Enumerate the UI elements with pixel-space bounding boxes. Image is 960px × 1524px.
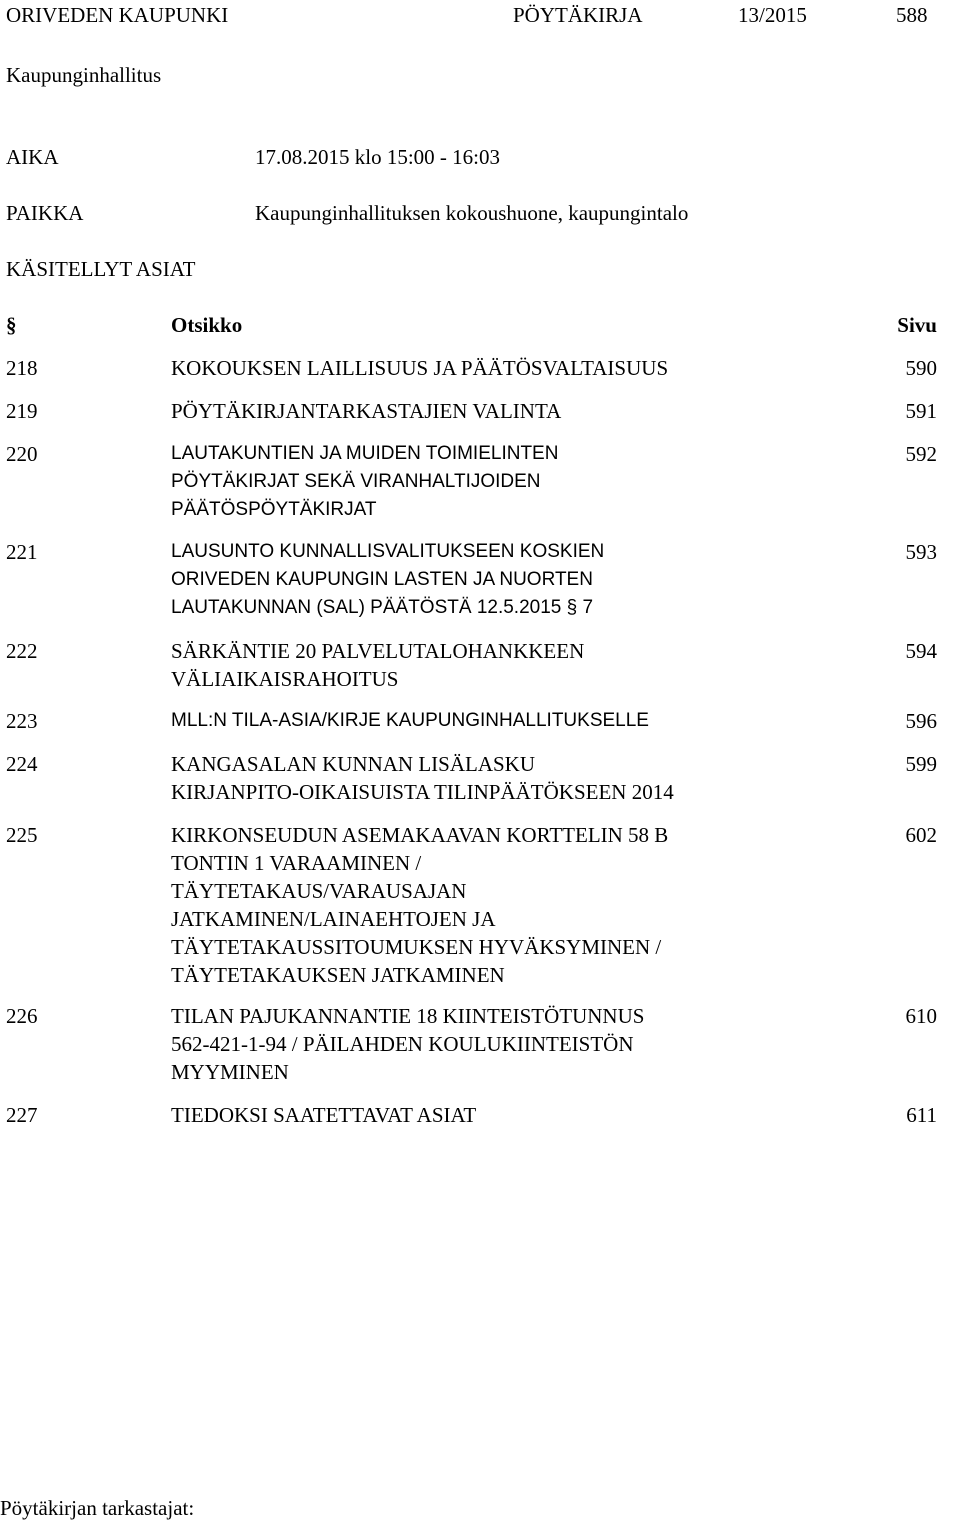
agenda-item-title: LAUSUNTO KUNNALLISVALITUKSEEN KOSKIEN ORIVEDEN KAUPUNGIN LASTEN JA NUORTEN LAUTAKUNNAN (SAL) PÄÄTÖSTÄ 12.5.2015 § 7 xyxy=(171,541,605,618)
agenda-item-number: 223 xyxy=(6,709,38,733)
agenda-item-number: 225 xyxy=(6,823,38,847)
agenda-heading: KÄSITELLYT ASIAT xyxy=(6,257,196,281)
time-label: AIKA xyxy=(6,145,59,169)
agenda-item-number: 219 xyxy=(6,399,38,423)
agenda-item-page: 592 xyxy=(905,442,937,466)
doc-number: 13/2015 xyxy=(738,3,807,27)
agenda-item-page: 599 xyxy=(905,752,937,776)
agenda-item-title: SÄRKÄNTIE 20 PALVELUTALOHANKKEEN VÄLIAIKAISRAHOITUS xyxy=(171,639,585,691)
agenda-item-number: 218 xyxy=(6,356,38,380)
agenda-item-page: 593 xyxy=(905,540,937,564)
place-label: PAIKKA xyxy=(6,201,84,225)
agenda-item-number: 224 xyxy=(6,752,38,776)
agenda-item-page: 591 xyxy=(905,399,937,423)
agenda-item-title: PÖYTÄKIRJANTARKASTAJIEN VALINTA xyxy=(171,399,562,423)
agenda-item-title: TILAN PAJUKANNANTIE 18 KIINTEISTÖTUNNUS 562-421-1-94 / PÄILAHDEN KOULUKIINTEISTÖN MYYMINEN xyxy=(171,1004,645,1084)
inspectors-label: Pöytäkirjan tarkastajat: xyxy=(0,1496,195,1520)
agenda-item-page: 594 xyxy=(905,639,937,663)
agenda-item-title: LAUTAKUNTIEN JA MUIDEN TOIMIELINTEN PÖYTÄKIRJAT SEKÄ VIRANHALTIJOIDEN PÄÄTÖSPÖYTÄKIRJAT xyxy=(171,443,559,520)
agenda-item-title: KOKOUKSEN LAILLISUUS JA PÄÄTÖSVALTAISUUS xyxy=(171,356,669,380)
agenda-item-number: 226 xyxy=(6,1004,38,1028)
agenda-item-page: 602 xyxy=(905,823,937,847)
title-column-header: Otsikko xyxy=(171,313,243,337)
agenda-item-title: MLL:N TILA-ASIA/KIRJE KAUPUNGINHALLITUKSELLE xyxy=(171,710,649,731)
place-value: Kaupunginhallituksen kokoushuone, kaupungintalo xyxy=(255,201,689,225)
agenda-item-page: 611 xyxy=(906,1103,937,1127)
agenda-item-title: KIRKONSEUDUN ASEMAKAAVAN KORTTELIN 58 B TONTIN 1 VARAAMINEN / TÄYTETAKAUS/VARAUSAJAN JATKAMINEN/LAINAEHTOJEN JA TÄYTETAKAUSSITOUMUKSEN HYVÄKSYMINEN / TÄYTETAKAUKSEN JATKAMINEN xyxy=(171,823,669,987)
agenda-item-page: 596 xyxy=(905,709,937,733)
body-name: Kaupunginhallitus xyxy=(6,63,162,87)
agenda-item-title: TIEDOKSI SAATETTAVAT ASIAT xyxy=(171,1103,477,1127)
agenda-item-number: 227 xyxy=(6,1103,38,1127)
section-symbol-header: § xyxy=(6,313,17,337)
doc-type: PÖYTÄKIRJA xyxy=(513,3,643,27)
agenda-item-title: KANGASALAN KUNNAN LISÄLASKU KIRJANPITO-OIKAISUISTA TILINPÄÄTÖKSEEN 2014 xyxy=(171,752,674,804)
time-value: 17.08.2015 klo 15:00 - 16:03 xyxy=(255,145,500,169)
org-name: ORIVEDEN KAUPUNKI xyxy=(6,3,229,27)
agenda-item-number: 220 xyxy=(6,442,38,466)
page-column-header: Sivu xyxy=(897,313,937,337)
agenda-item-number: 221 xyxy=(6,540,38,564)
agenda-item-page: 590 xyxy=(905,356,937,380)
page-number: 588 xyxy=(896,3,928,27)
agenda-item-number: 222 xyxy=(6,639,38,663)
agenda-item-page: 610 xyxy=(905,1004,937,1028)
